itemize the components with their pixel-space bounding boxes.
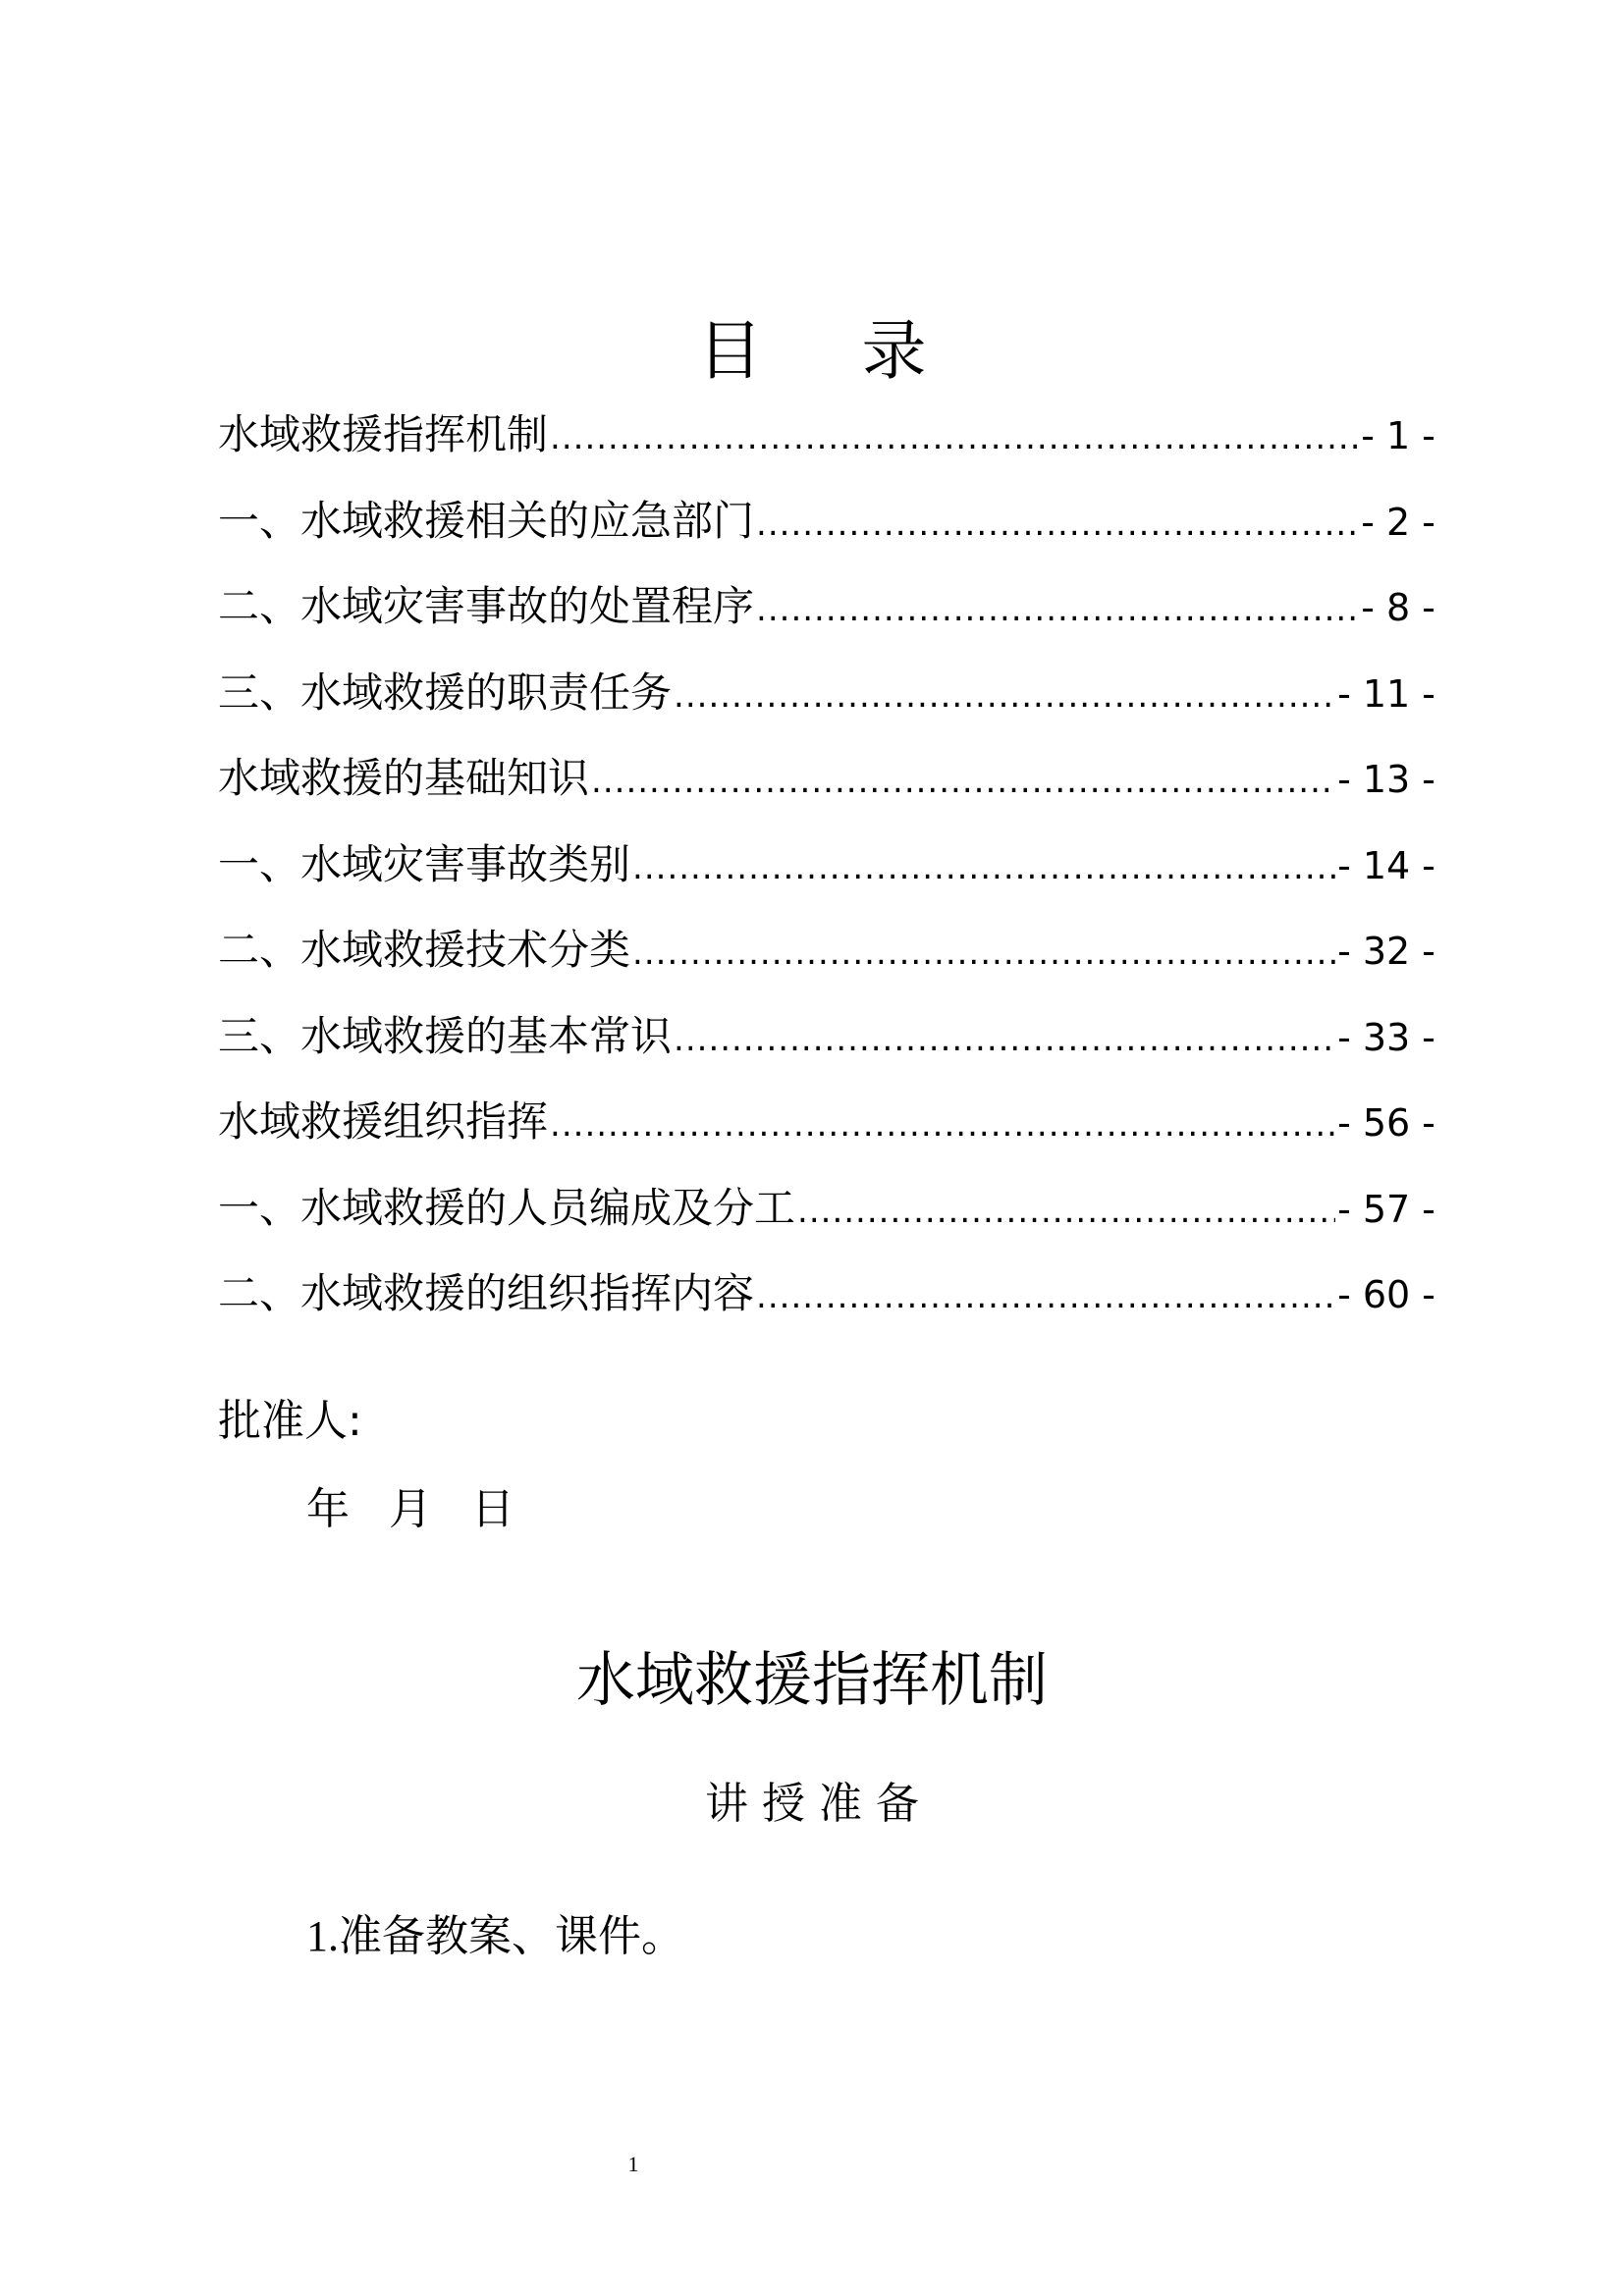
toc-entry[interactable] bbox=[218, 661, 1435, 747]
toc-leader-dots bbox=[756, 492, 1359, 557]
toc-leader-dots bbox=[797, 1179, 1335, 1244]
preparation-item-text: 准备教案、课件。 bbox=[339, 1911, 684, 1961]
toc-entry-page: - 13 - bbox=[1337, 758, 1435, 801]
toc-entry-page: - 33 - bbox=[1337, 1015, 1435, 1059]
toc-entry-page: - 8 - bbox=[1361, 586, 1435, 629]
toc-leader-dots bbox=[632, 921, 1335, 986]
toc-entry[interactable] bbox=[218, 1090, 1435, 1176]
toc-entry[interactable] bbox=[218, 1261, 1435, 1348]
toc-leader-dots bbox=[550, 405, 1359, 470]
toc-entry-text: 水域救援的基础知识 bbox=[218, 754, 590, 802]
toc-entry-page: - 60 - bbox=[1337, 1273, 1435, 1316]
toc-entry-page: - 2 - bbox=[1361, 500, 1435, 544]
toc-list bbox=[218, 402, 1435, 1348]
toc-entry-text: 二、水域灾害事故的处置程序 bbox=[218, 582, 755, 630]
toc-leader-dots bbox=[550, 1093, 1335, 1157]
toc-entry-page: - 14 - bbox=[1337, 843, 1435, 887]
date-year: 年 bbox=[306, 1484, 350, 1534]
date-month: 月 bbox=[389, 1484, 432, 1534]
toc-entry-text: 二、水域救援的组织指挥内容 bbox=[218, 1269, 755, 1317]
toc-entry-text: 水域救援组织指挥 bbox=[218, 1097, 549, 1146]
approval-date bbox=[306, 1477, 540, 1542]
toc-leader-dots bbox=[674, 1007, 1335, 1072]
toc-entry[interactable] bbox=[218, 832, 1435, 919]
date-day: 日 bbox=[471, 1484, 514, 1534]
toc-entry-text: 一、水域救援的人员编成及分工 bbox=[218, 1183, 796, 1232]
toc-entry-page: - 1 - bbox=[1361, 414, 1435, 457]
toc-entry[interactable] bbox=[218, 489, 1435, 575]
toc-leader-dots bbox=[591, 749, 1335, 814]
page-number: 1 bbox=[627, 2152, 639, 2176]
toc-entry-text: 二、水域救援技术分类 bbox=[218, 926, 631, 974]
toc-title: 目 录 bbox=[697, 313, 966, 389]
toc-entry-text: 一、水域救援相关的应急部门 bbox=[218, 496, 755, 545]
toc-leader-dots bbox=[674, 664, 1335, 728]
toc-entry[interactable] bbox=[218, 746, 1435, 832]
toc-entry-text: 三、水域救援的职责任务 bbox=[218, 667, 673, 717]
approver-label: 批准人: bbox=[218, 1396, 362, 1446]
toc-leader-dots bbox=[756, 577, 1359, 642]
section-title: 水域救援指挥机制 bbox=[576, 1646, 1048, 1715]
toc-entry[interactable] bbox=[218, 1004, 1435, 1091]
toc-leader-dots bbox=[632, 835, 1335, 900]
toc-entry-text: 三、水域救援的基本常识 bbox=[218, 1011, 673, 1060]
preparation-item-number: 1. bbox=[306, 1912, 339, 1960]
toc-entry-page: - 32 - bbox=[1337, 930, 1435, 973]
toc-entry[interactable] bbox=[218, 918, 1435, 1004]
toc-entry-page: - 11 - bbox=[1337, 671, 1435, 716]
toc-entry[interactable] bbox=[218, 1176, 1435, 1262]
toc-entry[interactable] bbox=[218, 574, 1435, 661]
preparation-item bbox=[306, 1904, 684, 1969]
toc-entry[interactable] bbox=[218, 402, 1435, 489]
section-subtitle: 讲授准备 bbox=[705, 1779, 933, 1829]
toc-entry-text: 水域救援指挥机制 bbox=[218, 410, 549, 458]
toc-entry-page: - 56 - bbox=[1337, 1101, 1435, 1145]
toc-entry-page: - 57 - bbox=[1337, 1187, 1435, 1231]
toc-leader-dots bbox=[756, 1264, 1335, 1329]
toc-entry-text: 一、水域灾害事故类别 bbox=[218, 839, 631, 888]
